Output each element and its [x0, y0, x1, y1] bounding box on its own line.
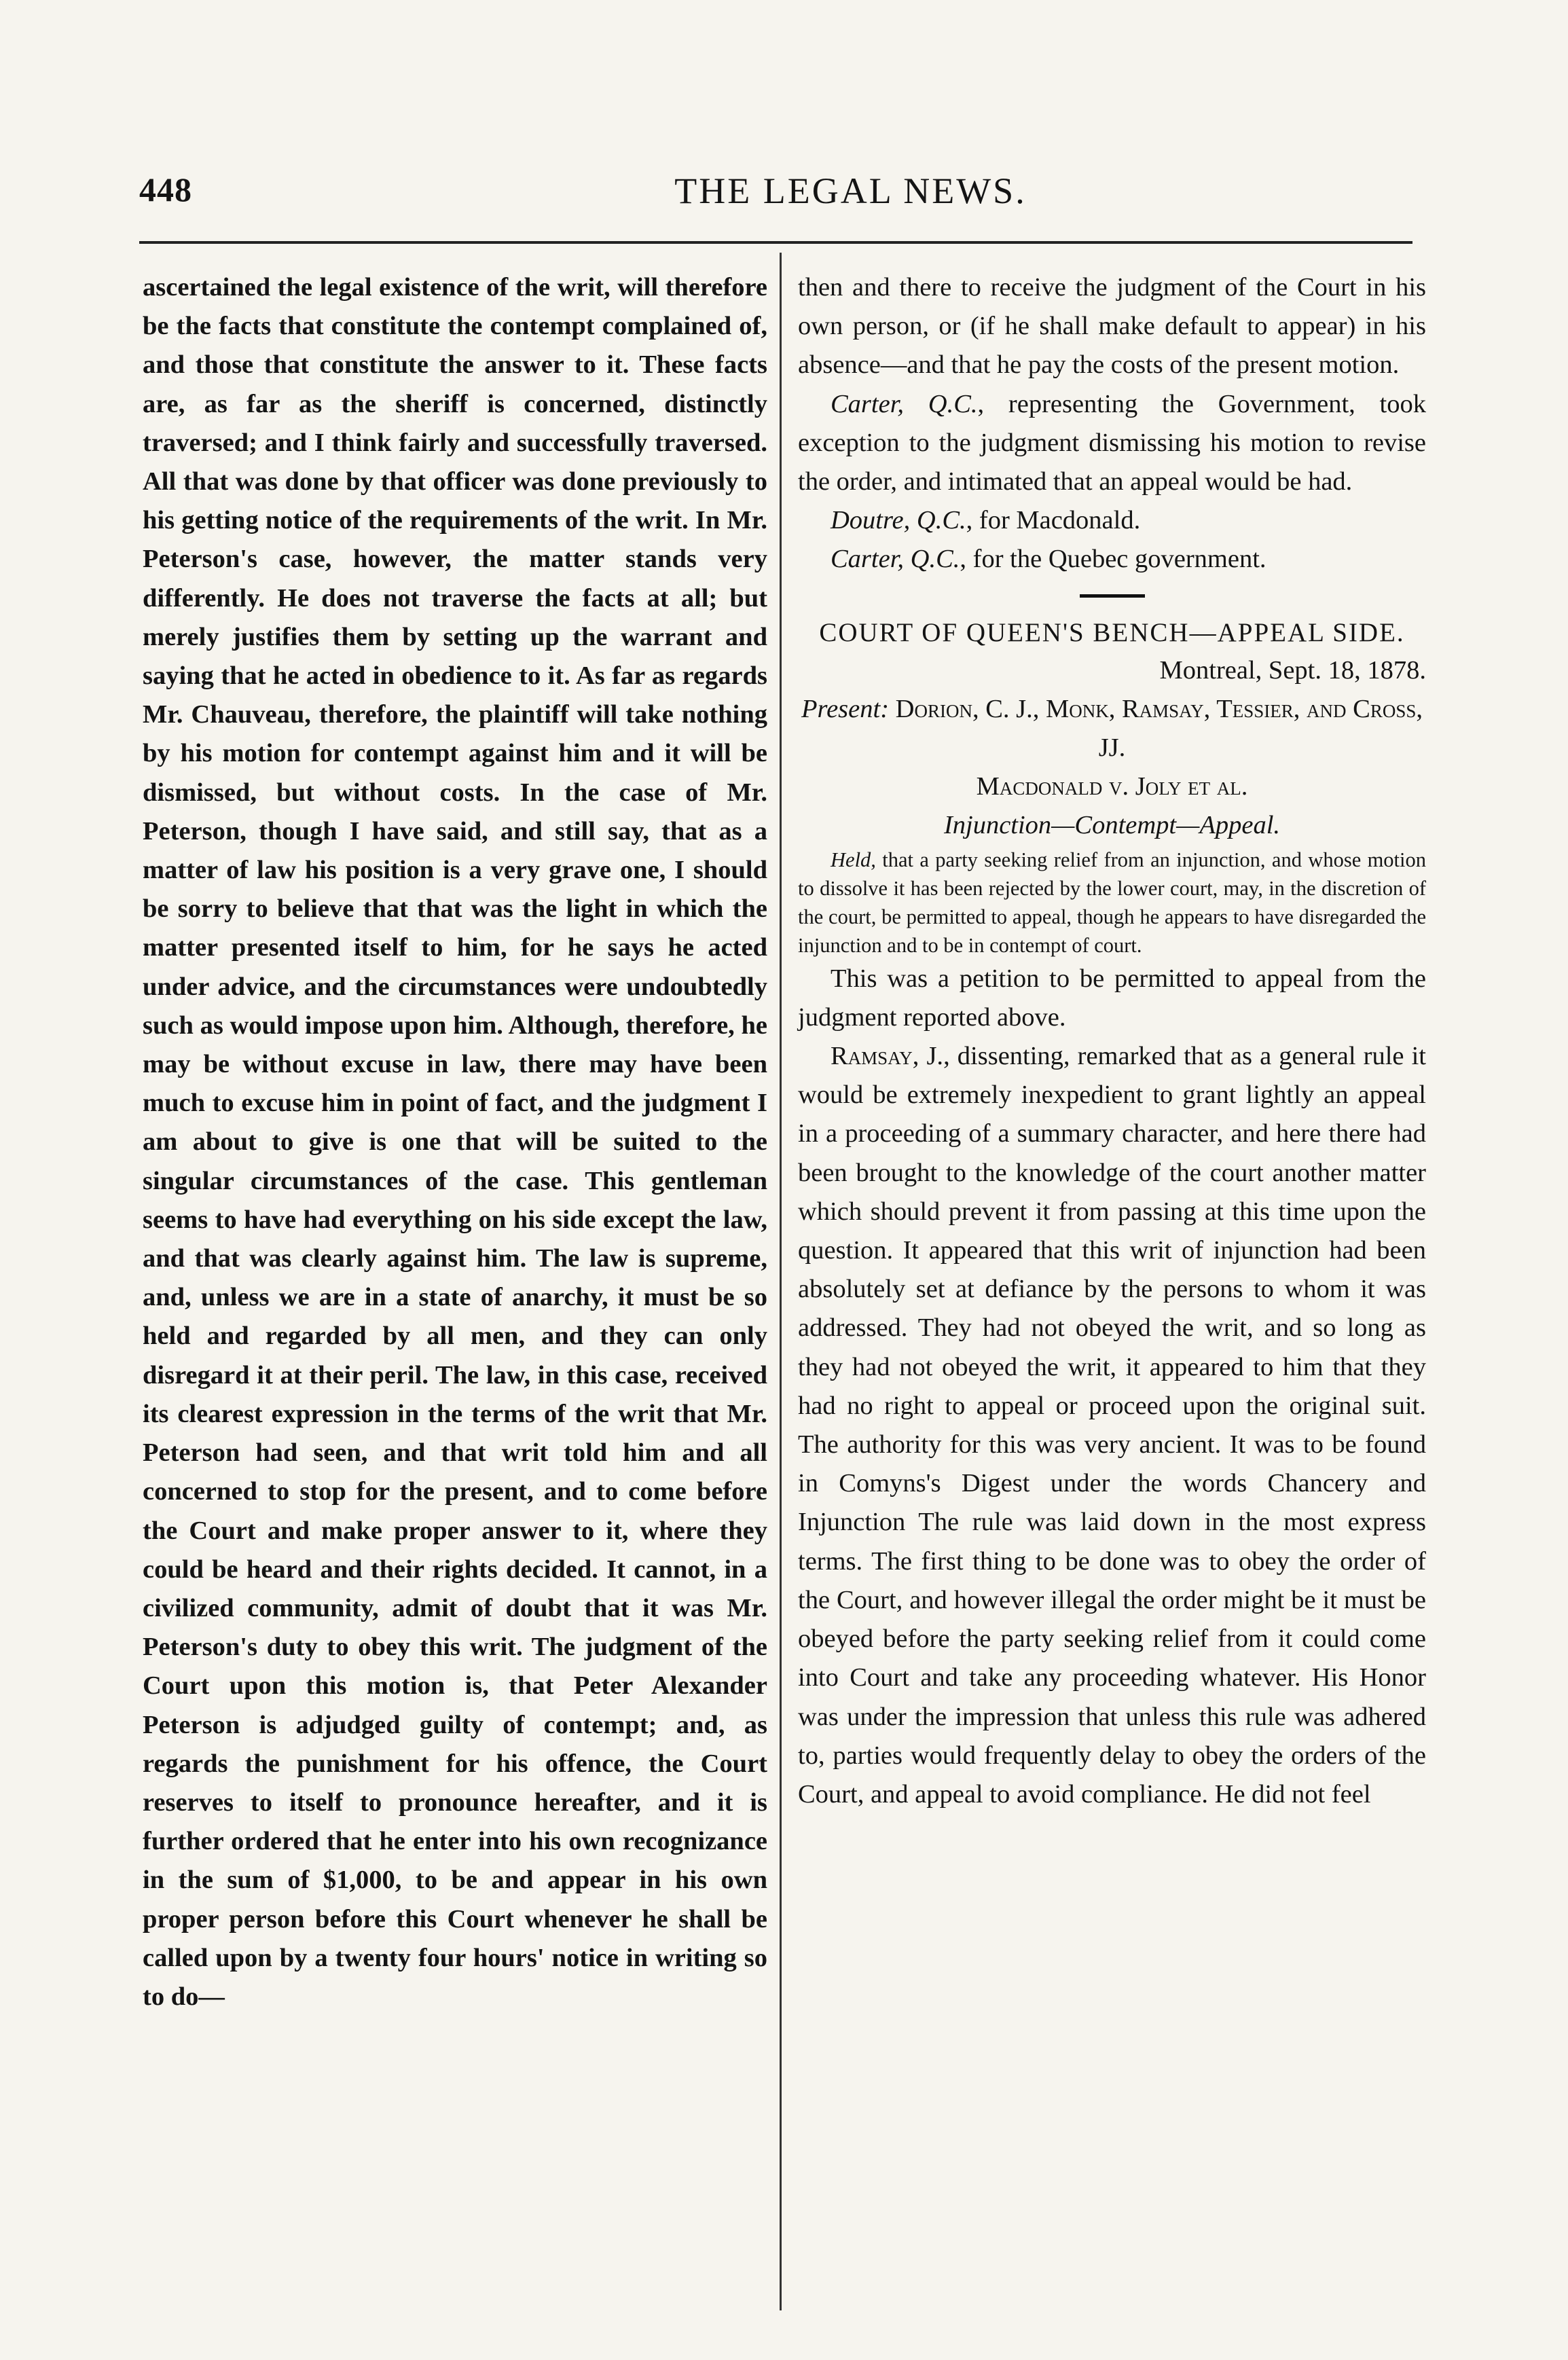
section-rule	[1080, 594, 1145, 598]
counsel-name: Doutre, Q.C.	[831, 506, 966, 535]
dateline: Montreal, Sept. 18, 1878.	[1159, 655, 1426, 685]
judge-name: Ramsay, J.	[831, 1042, 944, 1071]
judges-list: Dorion, C. J., Monk, Ramsay, Tessier, and Cross, JJ.	[895, 694, 1423, 763]
petition-paragraph: This was a petition to be permitted to appeal from the judgment reported above.	[798, 964, 1426, 1032]
running-title: THE LEGAL NEWS.	[674, 170, 1027, 211]
present-line	[798, 690, 1426, 767]
right-column	[798, 268, 1426, 1814]
carter-paragraph	[798, 385, 1426, 502]
counsel-name: Carter, Q.C.	[831, 389, 978, 418]
headnote	[798, 846, 1426, 960]
header-rule	[139, 241, 1412, 244]
counsel-name: Carter, Q.C.	[831, 545, 960, 574]
counsel-line	[798, 540, 1426, 579]
counsel-line	[798, 501, 1426, 540]
ramsay-paragraph	[798, 1037, 1426, 1814]
carter-text: , representing the Government, took exception to the judgment dismissing his motion to revise the order, and intimated that an appeal would be had.	[798, 389, 1426, 496]
case-topic: Injunction—Contempt—Appeal.	[943, 811, 1281, 840]
page-number: 448	[139, 170, 192, 208]
held-text: that a party seeking relief from an injunction, and whose motion to dissolve it has been rejected by the lower court, may, in the discretion of the court, be permitted to appeal, though he appears to have disregarded the injunction and to be in contempt of court.	[798, 848, 1426, 957]
continuation-paragraph: then and there to receive the judgment of the Court in his own person, or (if he shall make default to appear) in his absence—and that he pay the costs of the present motion.	[798, 273, 1426, 380]
present-label: Present:	[801, 694, 890, 723]
page-header	[139, 170, 1412, 224]
court-heading: COURT OF QUEEN'S BENCH—APPEAL SIDE.	[819, 617, 1405, 647]
left-paragraph: ascertained the legal existence of the writ, will therefore be the facts that constitute the contempt complained of, and those that constitute the answer to it. These facts are, as far as the sheriff is concerned, distinctly traversed; and I think fairly and successfully traversed. All that was done by that officer was done previously to his getting notice of the requirements of the writ. In Mr. Peterson's case, however, the matter stands very differently. He does not traverse the facts at all; but merely justifies them by setting up the warrant and saying that he acted in obedience to it. As far as regards Mr. Chauveau, therefore, the plaintiff will take nothing by his motion for contempt against him and it will be dismissed, but without costs. In the case of Mr. Peterson, though I have said, and still say, that as a matter of law his position is a very grave one, I should be sorry to believe that that was the light in which the matter presented itself to him, for he says he acted under advice, and the circumstances were undoubtedly such as would impose upon him. Although, therefore, he may be without excuse in law, there may have been much to excuse him in point of fact, and the judgment I am about to give is one that will be suited to the singular circumstances of the case. This gentleman seems to have had everything on his side except the law, and that was clearly against him. The law is supreme, and, unless we are in a state of anarchy, it must be so held and regarded by all men, and they can only disregard it at their peril. The law, in this case, received its clearest expression in the terms of the writ that Mr. Peterson had seen, and that writ told him and all concerned to stop for the present, and to come before the Court and make proper answer to it, where they could be heard and their rights decided. It cannot, in a civilized community, admit of doubt that it was Mr. Peterson's duty to obey this writ. The judgment of the Court upon this motion is, that Peter Alexander Peterson is adjudged guilty of contempt; and, as regards the punishment for his offence, the Court reserves to itself to pronounce hereafter, and it is further ordered that he enter into his own recognizance in the sum of $1,000, to be and appear in his own proper person before this Court whenever he shall be called upon by a twenty four hours' notice in writing so to do—	[143, 273, 767, 2011]
case-caption: Macdonald v. Joly et al.	[976, 772, 1248, 801]
ramsay-text: , dissenting, remarked that as a general rule it would be extremely inexpedient to grant lightly an appeal in a proceeding of a summary character, and here there had been brought to the knowledge of the court another matter which should prevent it from passing at this time upon the question. It appeared that this writ of injunction had been absolutely set at defiance by the persons to whom it was addressed. They had not obeyed the writ, and so long as they had not obeyed the writ, it appeared to him that they had no right to appeal or proceed upon the original suit. The authority for this was very ancient. It was to be found in Comyns's Digest under the words Chancery and Injunction The rule was laid down in the most express terms. The first thing to be done was to obey the order of the Court, and however illegal the order might be it must be obeyed before the party seeking relief from it could come into Court and take any proceeding whatever. His Honor was under the impression that unless this rule was adhered to, parties would frequently delay to obey the orders of the Court, and appeal to avoid compliance. He did not feel	[798, 1042, 1427, 1809]
column-divider	[780, 253, 782, 2310]
left-column	[143, 268, 767, 2016]
held-label: Held,	[831, 848, 876, 871]
counsel-text: , for the Quebec government.	[960, 545, 1266, 574]
counsel-text: , for Macdonald.	[966, 506, 1141, 535]
